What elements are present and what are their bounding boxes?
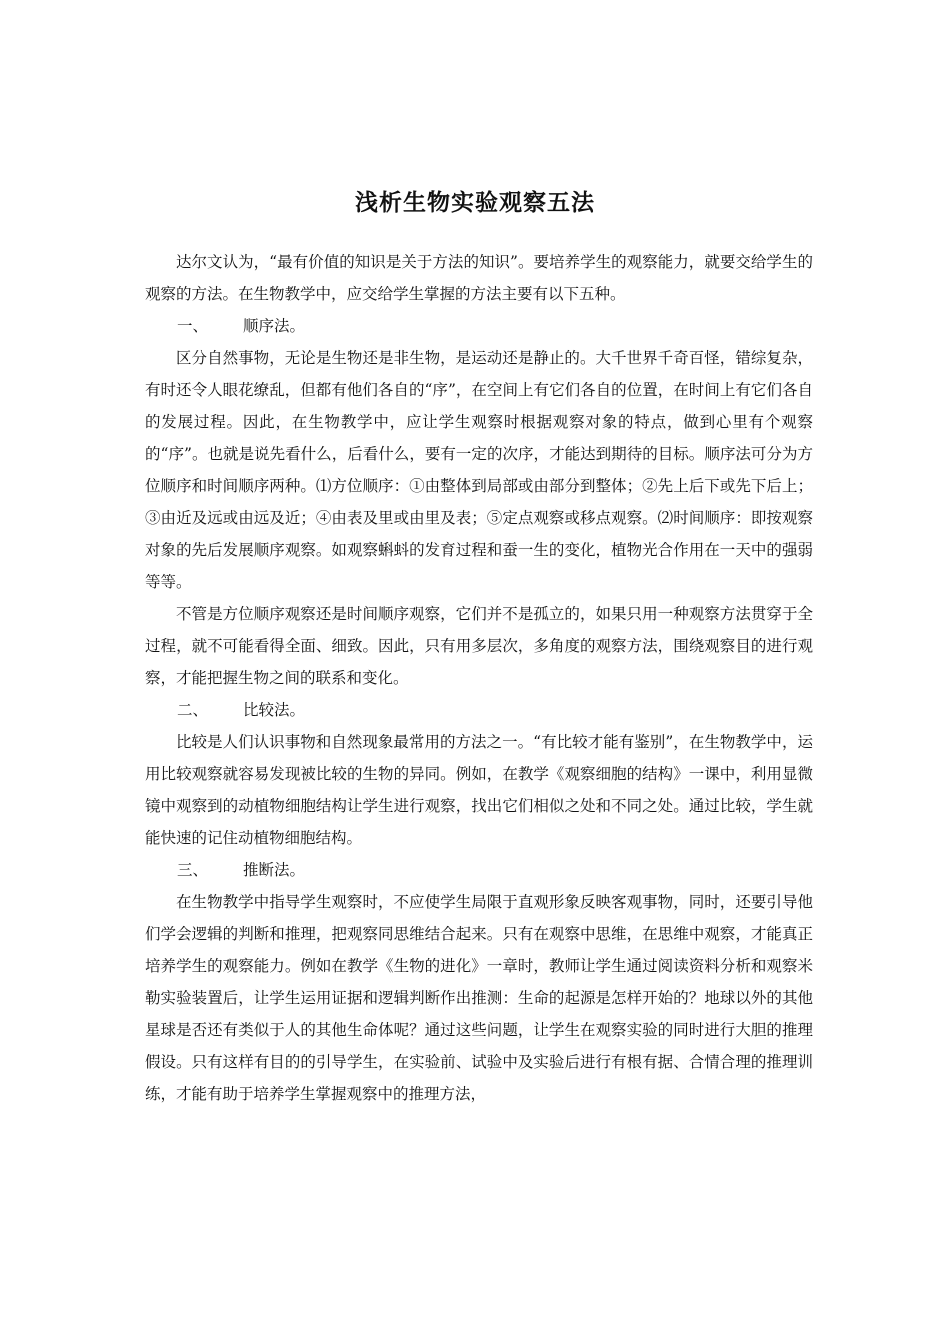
section-number: 三、 [177, 861, 209, 879]
section-name: 推断法。 [243, 861, 306, 879]
document-body [145, 246, 813, 1110]
body-paragraph: 区分自然事物，无论是生物还是非生物，是运动还是静止的。大千世界千奇百怪，错综复杂，有时还令人眼花缭乱，但都有他们各自的“序”，在空间上有它们各自的位置，在时间上有它们各自的发展过程。因此，在生物教学中，应让学生观察时根据观察对象的特点，做到心里有个观察的“序”。也就是说先看什么，后看什么，要有一定的次序，才能达到期待的目标。顺序法可分为方位顺序和时间顺序两种。⑴方位顺序：①由整体到局部或由部分到整体；②先上后下或先下后上；③由近及远或由远及近；④由表及里或由里及表；⑤定点观察或移点观察。⑵时间顺序：即按观察对象的先后发展顺序观察。如观察蝌蚪的发育过程和蚕一生的变化，植物光合作用在一天中的强弱等等。 [145, 349, 813, 591]
intro-paragraph: 达尔文认为，“最有价值的知识是关于方法的知识”。要培养学生的观察能力，就要交给学生的观察的方法。在生物教学中，应交给学生掌握的方法主要有以下五种。 [145, 253, 813, 303]
document-title: 浅析生物实验观察五法 [355, 190, 595, 216]
section-heading-1 [145, 310, 813, 342]
section-heading-2 [145, 694, 813, 726]
section-heading-3 [145, 854, 813, 886]
body-paragraph: 比较是人们认识事物和自然现象最常用的方法之一。“有比较才能有鉴别”，在生物教学中，运用比较观察就容易发现被比较的生物的异同。例如，在教学《观察细胞的结构》一课中，利用显微镜中观察到的动植物细胞结构让学生进行观察，找出它们相似之处和不同之处。通过比较，学生就能快速的记住动植物细胞结构。 [145, 733, 813, 847]
body-paragraph: 不管是方位顺序观察还是时间顺序观察，它们并不是孤立的，如果只用一种观察方法贯穿于全过程，就不可能看得全面、细致。因此，只有用多层次，多角度的观察方法，围绕观察目的进行观察，才能把握生物之间的联系和变化。 [145, 605, 813, 687]
section-name: 顺序法。 [243, 317, 306, 335]
section-name: 比较法。 [243, 701, 306, 719]
section-number: 一、 [177, 317, 209, 335]
body-paragraph: 在生物教学中指导学生观察时，不应使学生局限于直观形象反映客观事物，同时，还要引导他们学会逻辑的判断和推理，把观察同思维结合起来。只有在观察中思维，在思维中观察，才能真正培养学生的观察能力。例如在教学《生物的进化》一章时，教师让学生通过阅读资料分析和观察米勒实验装置后，让学生运用证据和逻辑判断作出推测：生命的起源是怎样开始的？地球以外的其他星球是否还有类似于人的其他生命体呢？通过这些问题，让学生在观察实验的同时进行大胆的推理假设。只有这样有目的的引导学生，在实验前、试验中及实验后进行有根有据、合情合理的推理训练，才能有助于培养学生掌握观察中的推理方法， [145, 893, 813, 1103]
section-number: 二、 [177, 701, 209, 719]
